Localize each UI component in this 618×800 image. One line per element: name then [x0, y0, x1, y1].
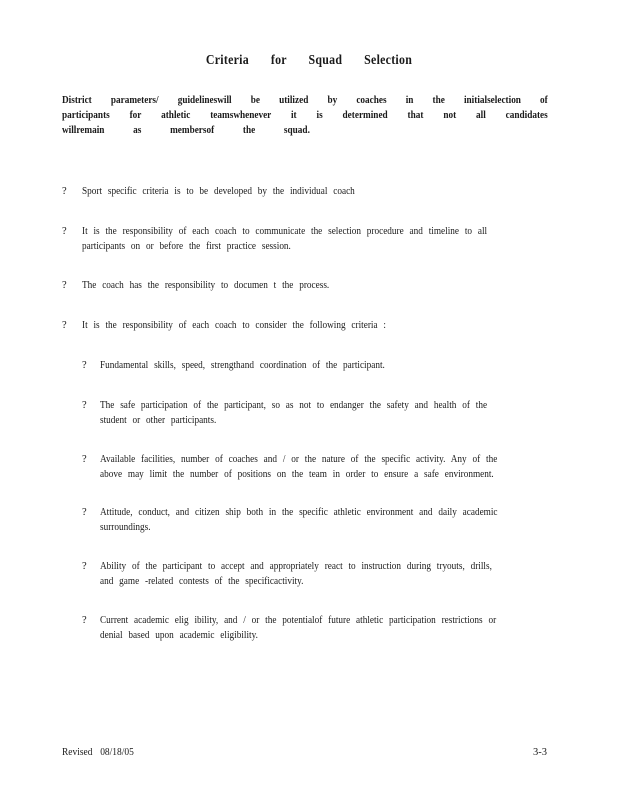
item-line: It is the responsibility of each coach to communicate the selection procedure and timeline to all — [82, 226, 488, 237]
item-line: denial based upon academic eligibility. — [100, 629, 258, 641]
bullet-marker: ? — [82, 561, 87, 572]
item-line: and game -related contests of the specificactivity. — [100, 575, 304, 587]
item-line: The coach has the responsibility to documen t the process. — [82, 280, 330, 291]
item-line: Ability of the participant to accept and appropriately react to instruction during tryouts, drills, — [100, 561, 492, 572]
bullet-marker: ? — [62, 186, 67, 197]
bullet-marker: ? — [82, 507, 87, 518]
item-line: Fundamental skills, speed, strengthand coordination of the participant. — [100, 360, 385, 371]
criteria-item-text — [82, 225, 540, 254]
intro-line: willremain as membersof the squad. — [62, 125, 310, 136]
item-line: student or other participants. — [100, 414, 217, 426]
bullet-marker: ? — [82, 400, 87, 411]
item-line: Attitude, conduct, and citizen ship both in the specific athletic environment and daily academic — [100, 507, 498, 518]
bullet-marker: ? — [82, 454, 87, 465]
criteria-item-text — [82, 185, 540, 200]
revision-date: Revised 08/18/05 — [62, 747, 134, 758]
intro-line: District parameters/ guidelineswill be utilized by coaches in the initialselection of — [62, 95, 548, 106]
item-line: Sport specific criteria is to be developed by the individual coach — [82, 186, 355, 197]
criteria-subitem-text — [100, 614, 558, 643]
criteria-subitem-text — [100, 399, 558, 428]
criteria-subitem-text — [100, 359, 558, 374]
item-line: Current academic elig ibility, and / or the potentialof future athletic participation restrictions or — [100, 615, 497, 626]
bullet-marker: ? — [82, 360, 87, 371]
item-line: Available facilities, number of coaches and / or the nature of the specific activity. Any of the — [100, 454, 498, 465]
bullet-marker: ? — [62, 226, 67, 237]
page-number: 3-3 — [533, 747, 547, 758]
item-line: surroundings. — [100, 521, 151, 533]
criteria-subitem-text — [100, 560, 558, 589]
intro-paragraph — [62, 93, 548, 138]
page-title: Criteria for Squad Selection — [205, 53, 413, 68]
item-line: above may limit the number of positions on the team in order to ensure a safe environment. — [100, 468, 494, 480]
criteria-subitem-text — [100, 453, 558, 482]
criteria-item-text — [82, 279, 540, 294]
criteria-item-text — [82, 319, 540, 334]
item-line: participants on or before the first practice session. — [82, 240, 291, 252]
item-line: It is the responsibility of each coach to consider the following criteria : — [82, 320, 386, 331]
criteria-subitem-text — [100, 506, 558, 535]
intro-line: participants for athletic teamswhenever it is determined that not all candidates — [62, 110, 548, 121]
bullet-marker: ? — [62, 320, 67, 331]
item-line: The safe participation of the participant, so as not to endanger the safety and health of the — [100, 400, 488, 411]
bullet-marker: ? — [82, 615, 87, 626]
bullet-marker: ? — [62, 280, 67, 291]
